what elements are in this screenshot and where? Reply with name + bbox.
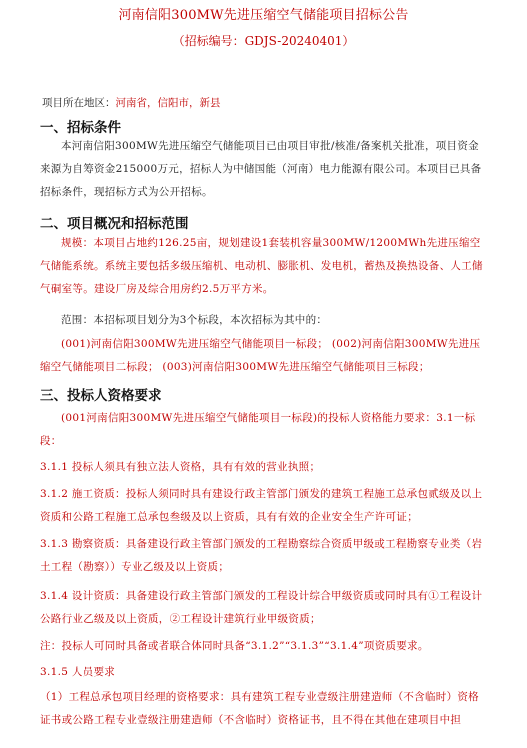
- bidding-conditions-text: 本河南信阳300MW先进压缩空气储能项目已由项目审批/核准/备案机关批准，项目资金来源为自筹资金215000万元，招标人为中储国能（河南）电力能源有限公司。本项目已具备招标条件，现招标方式为公开招标。: [40, 140, 482, 198]
- qualification-intro: (001河南信阳300MW先进压缩空气储能项目一标段)的投标人资格能力要求：3.1一标段：: [40, 412, 476, 447]
- project-lots-text: (001)河南信阳300MW先进压缩空气储能项目一标段； (002)河南信阳300MW先进压缩空气储能项目二标段； (003)河南信阳300MW先进压缩空气储能项目三标段；: [40, 338, 481, 373]
- requirement-3-1-5-1: （1）工程总承包项目经理的资格要求：具有建筑工程专业壹级注册建造师（不含临时）资格证书或公路工程专业壹级注册建造师（不含临时）资格证书，且不得在其他在建项目中担: [40, 691, 479, 726]
- section-heading-project-overview: 二、项目概况和招标范围: [40, 216, 189, 232]
- requirement-3-1-4: 3.1.4 设计资质：具备建设行政主管部门颁发的工程设计综合甲级资质或同时具有①工程设计公路行业乙级及以上资质，②工程设计建筑行业甲级资质；: [40, 590, 483, 625]
- section-heading-bidding-conditions: 一、招标条件: [40, 120, 121, 136]
- location-value: 河南省，信阳市，新县: [115, 97, 221, 109]
- project-location: [42, 95, 221, 110]
- section-heading-bidder-qualifications: 三、投标人资格要求: [40, 388, 162, 404]
- page-title: 河南信阳300MW先进压缩空气储能项目招标公告: [118, 8, 409, 23]
- requirement-3-1-5: 3.1.5 人员要求: [40, 666, 116, 678]
- requirement-3-1-3: 3.1.3 勘察资质：具备建设行政主管部门颁发的工程勘察综合资质甲级或工程勘察专业类（岩土工程（勘察））专业乙级及以上资质；: [40, 538, 483, 573]
- project-scope-text: 范围：本招标项目划分为3个标段，本次招标为其中的：: [61, 314, 328, 326]
- requirement-3-1-1: 3.1.1 投标人须具有独立法人资格，具有有效的营业执照；: [40, 461, 321, 473]
- project-scale-text: 规模：本项目占地约126.25亩，规划建设1套装机容量300MW/1200MWh先进压缩空气储能系统。系统主要包括多级压缩机、电动机、膨胀机、发电机，蓄热及换热设备、人工储气硐室等。建设厂房及综合用房约2.5万平方米。: [40, 237, 483, 295]
- requirement-3-1-2: 3.1.2 施工资质：投标人须同时具有建设行政主管部门颁发的建筑工程施工总承包贰级及以上资质和公路工程施工总承包叁级及以上资质，具有有效的企业安全生产许可证；: [40, 488, 483, 523]
- location-label: 项目所在地区：: [42, 97, 116, 109]
- qualification-note: 注：投标人可同时具备或者联合体同时具备“3.1.2”“3.1.3”“3.1.4”项资质要求。: [40, 640, 429, 652]
- bid-number: （招标编号：GDJS-20240401）: [172, 34, 355, 48]
